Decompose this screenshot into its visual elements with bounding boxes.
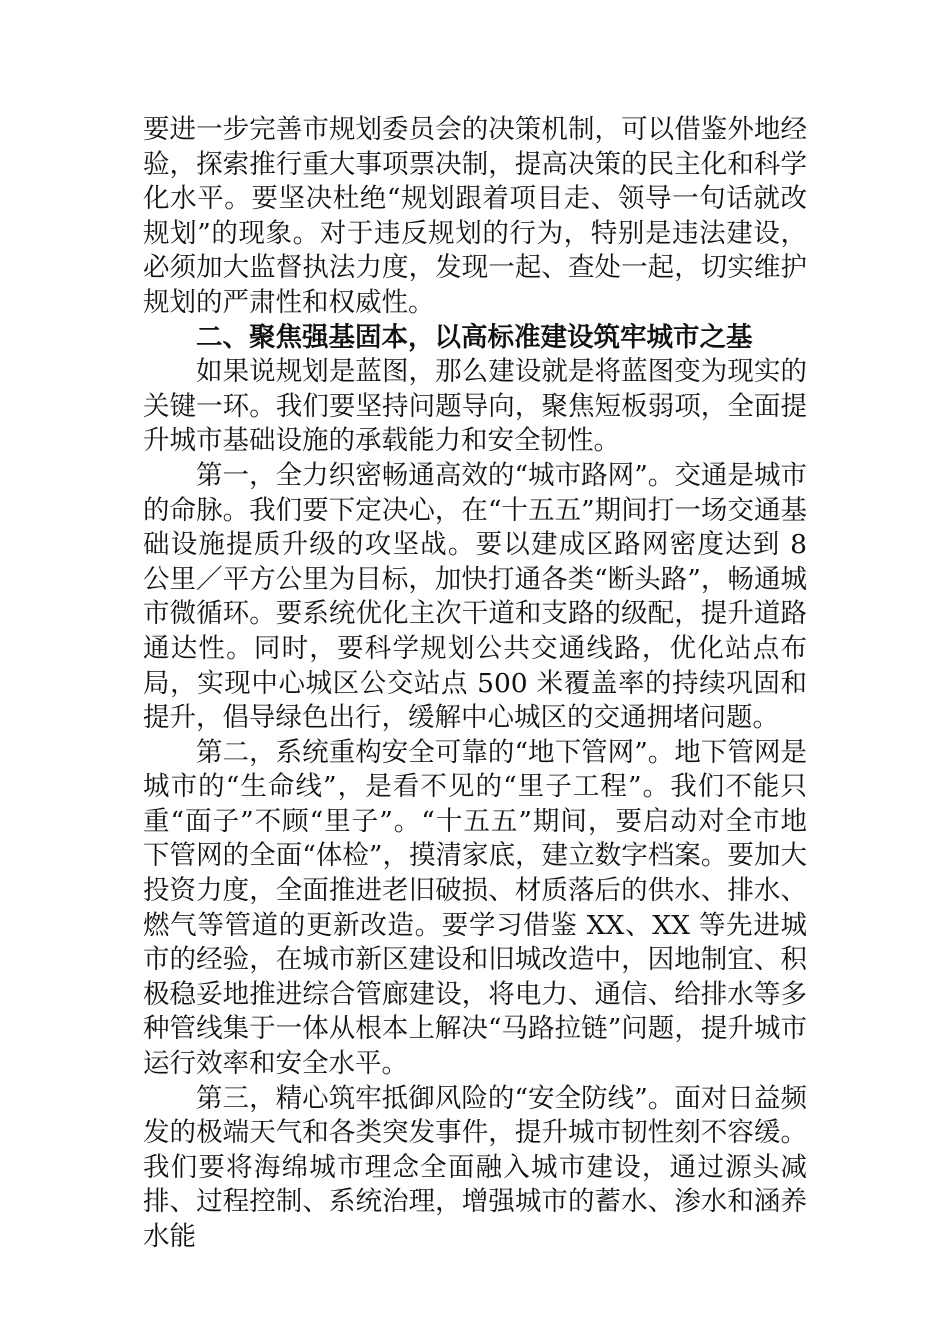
paragraph-planning-mechanism: 要进一步完善市规划委员会的决策机制，可以借鉴外地经验，探索推行重大事项票决制，提高决策的民主化和科学化水平。要坚决杜绝“规划跟着项目走、领导一句话就改规划”的现象。对于违反规划的行为，特别是违法建设，必须加大监督执法力度，发现一起、查处一起，切实维护规划的严肃性和权威性。 <box>143 114 807 318</box>
paragraph-section-intro: 如果说规划是蓝图，那么建设就是将蓝图变为现实的关键一环。我们要坚持问题导向，聚焦短板弱项，全面提升城市基础设施的承载能力和安全韧性。 <box>143 356 807 457</box>
paragraph-safety-defense: 第三，精心筑牢抵御风险的“安全防线”。面对日益频发的极端天气和各类突发事件，提升城市韧性刻不容缓。我们要将海绵城市理念全面融入城市建设，通过源头减排、过程控制、系统治理，增强城市的蓄水、渗水和涵养水能 <box>143 1082 807 1252</box>
section-heading-2: 二、聚焦强基固本，以高标准建设筑牢城市之基 <box>196 321 753 353</box>
paragraph-underground-pipes: 第二，系统重构安全可靠的“地下管网”。地下管网是城市的“生命线”，是看不见的“里子工程”。我们不能只重“面子”不顾“里子”。“十五五”期间，要启动对全市地下管网的全面“体检”，摸清家底，建立数字档案。要加大投资力度，全面推进老旧破损、材质落后的供水、排水、燃气等管道的更新改造。要学习借鉴 XX、XX 等先进城市的经验，在城市新区建设和旧城改造中，因地制宜、积极稳妥地推进综合管廊建设，将电力、通信、给排水等多种管线集于一体从根本上解决“马路拉链”问题，提升城市运行效率和安全水平。 <box>143 736 807 1080</box>
paragraph-road-network: 第一，全力织密畅通高效的“城市路网”。交通是城市的命脉。我们要下定决心，在“十五五”期间打一场交通基础设施提质升级的攻坚战。要以建成区路网密度达到 8 公里／平方公里为目标，加快打通各类“断头路”，畅通城市微循环。要系统优化主次干道和支路的级配，提升道路通达性。同时，要科学规划公共交通线路，优化站点布局，实现中心城区公交站点 500 米覆盖率的持续巩固和提升，倡导绿色出行，缓解中心城区的交通拥堵问题。 <box>143 459 807 734</box>
document-body <box>143 113 807 1255</box>
